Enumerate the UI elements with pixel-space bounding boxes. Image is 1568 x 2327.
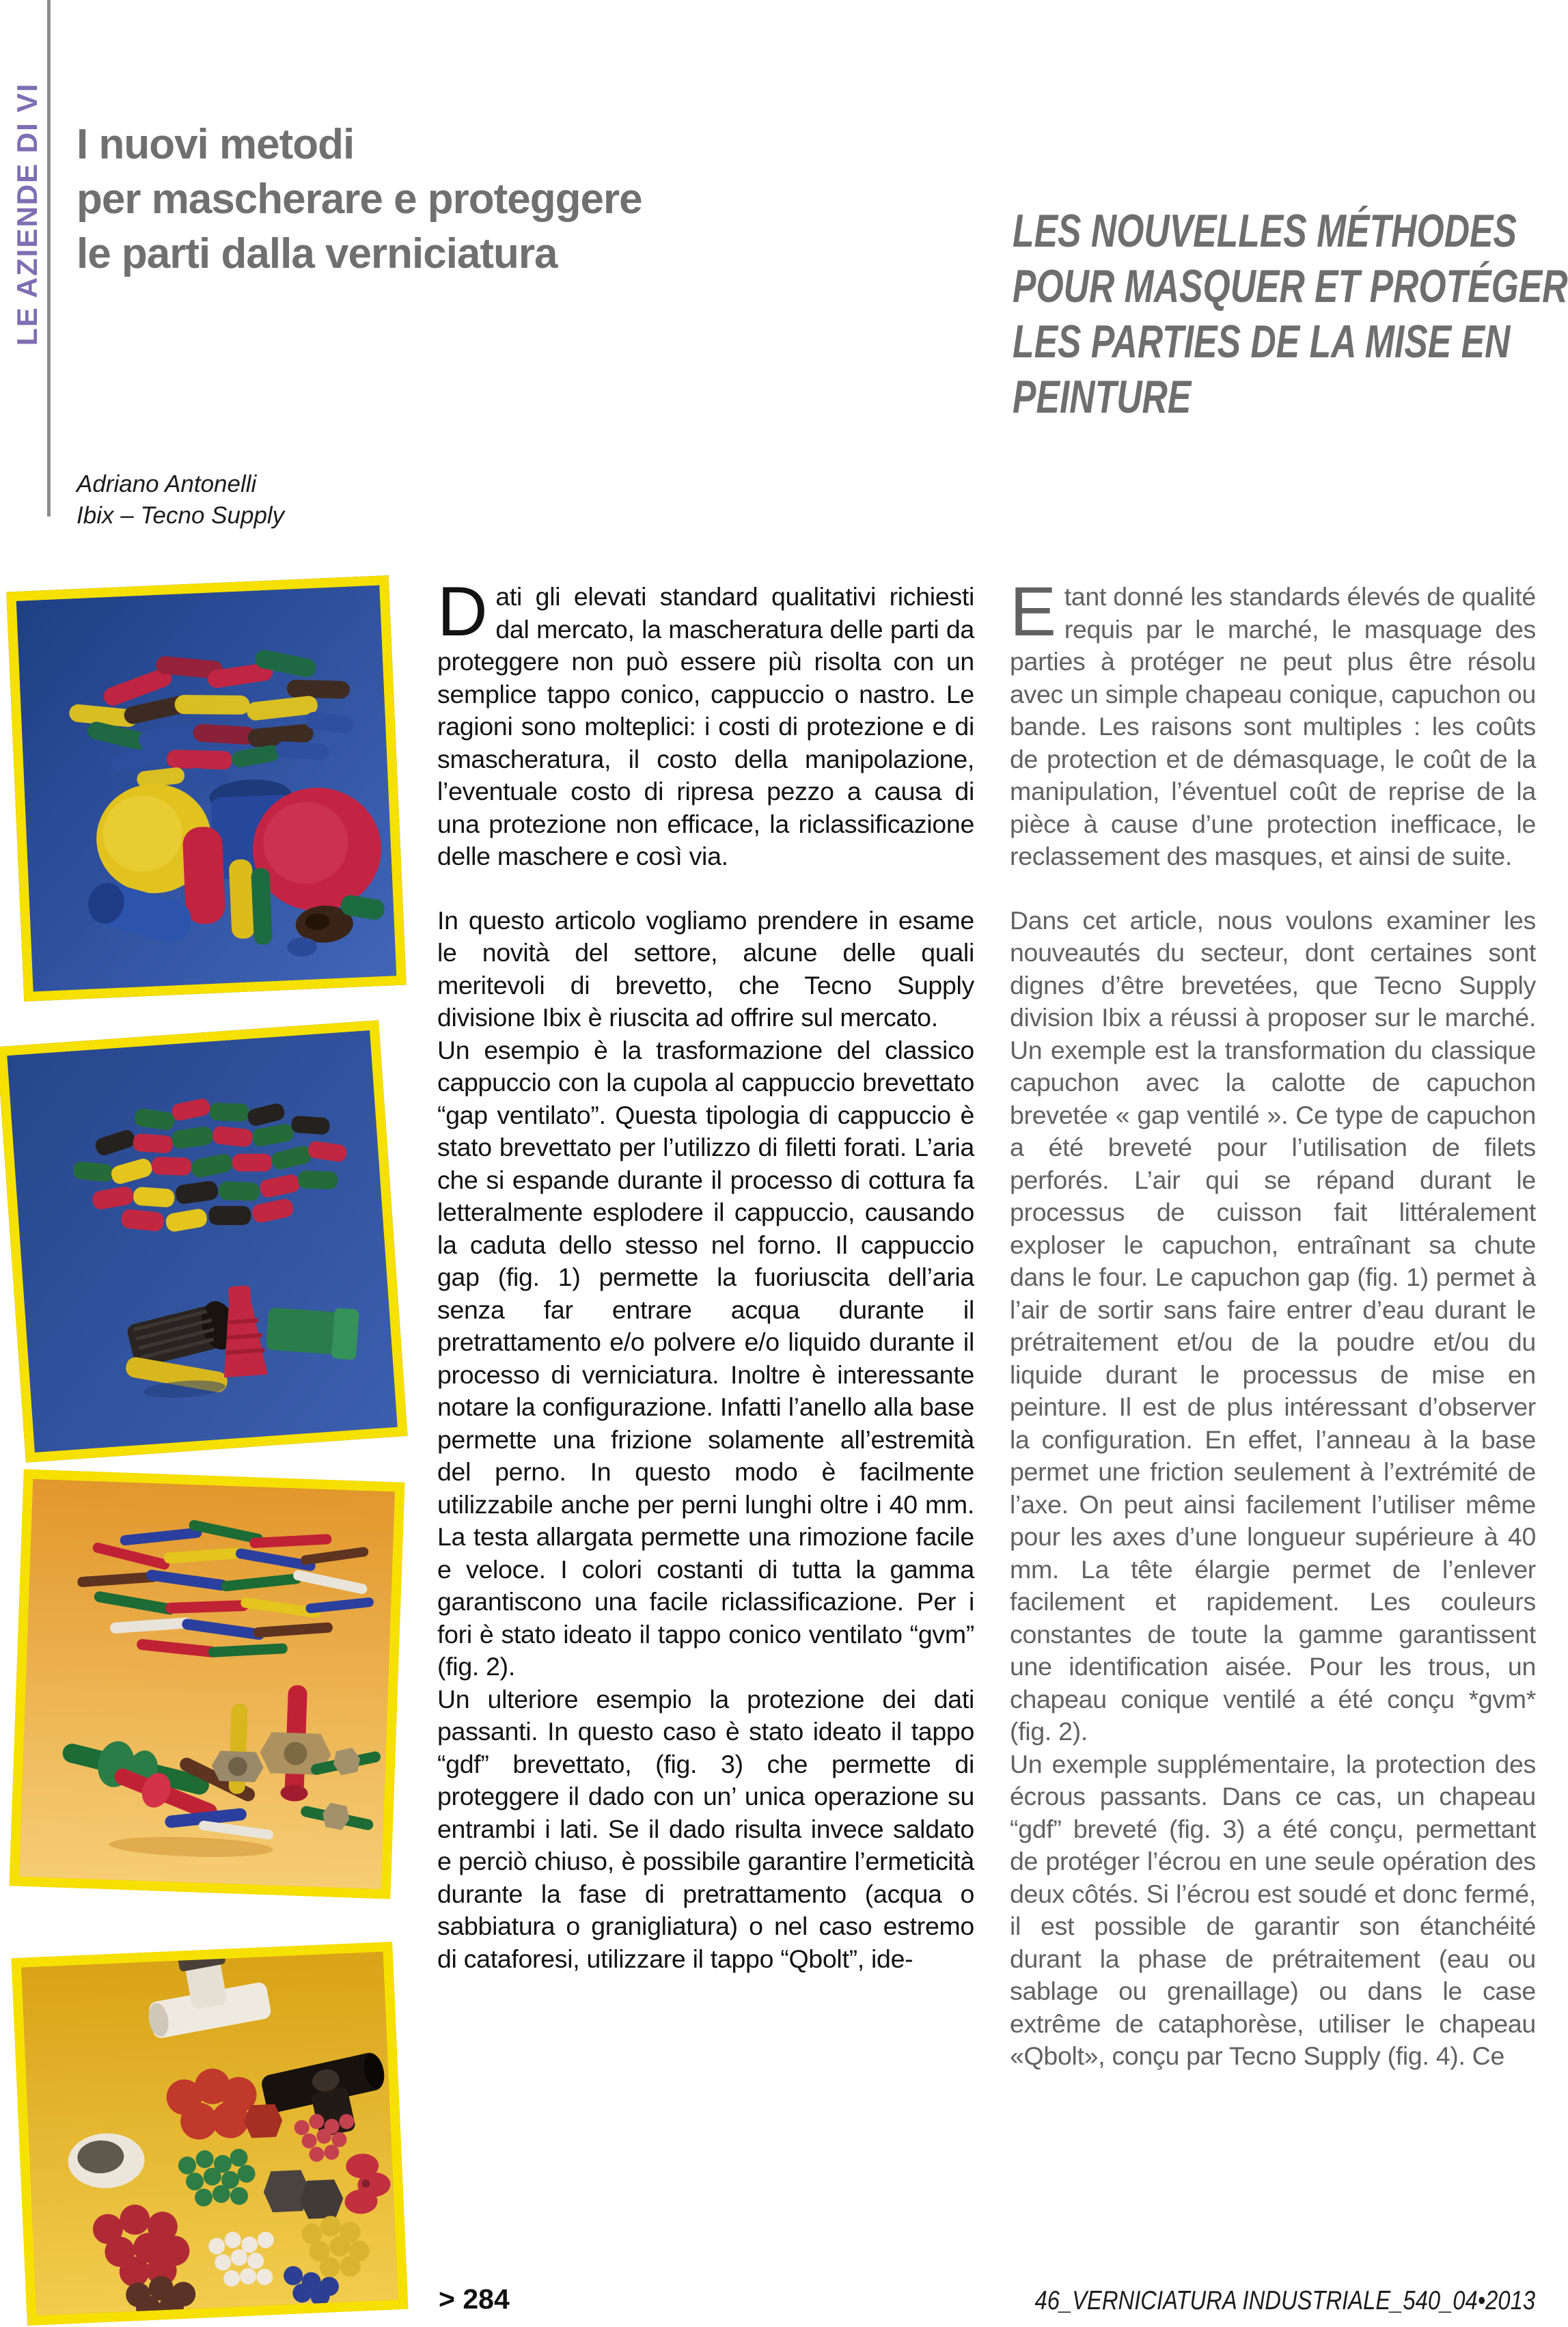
paragraph [1010,573,1536,873]
photo-hex-caps-gold [12,1942,409,2326]
article-column-french [1010,573,1536,2073]
title-line: le parti dalla verniciatura [77,230,558,277]
photo-caps-blue [6,575,407,1002]
photo-pins-orange-image [19,1479,395,1889]
author-block [77,469,284,532]
photo-pins-orange [10,1469,405,1899]
dropcap-french: E [1010,573,1056,650]
dropcap-italian: D [437,573,488,650]
paragraph: Dans cet article, nous voulons examiner les nouveautés du secteur, dont certaines sont dignes d’être brevetées, que Tecno Supply division Ibix a réussi à proposer sur le marché. Un exemple est la transformation du classique capuchon avec la calotte de capuchon brevetée « gap ventilé ». Ce type de capuchon a été breveté pour l’utilisation de filets perforés. L’air qui se répand durant le processus de cuisson fait littéralement exploser le capuchon, entraînant sa chute dans le four. Le capuchon gap (fig. 1) permet à l’air de sortir sans faire entrer d’eau durant le prétraitement et/ou de la poudre et/ou du liquide durant le processus de mise en peinture. Il est de plus intéressant d’observer la configuration. En effet, l’anneau à la base permet une friction seulement à l’extrémité de l’axe. On peut ainsi facilement l’utiliser même pour les axes d’une longueur supérieure à 40 mm. La tête élargie permet de l’enlever facilement et rapidement. Les couleurs constantes de toute la gamme garantissent une identification aisée. Pour les trous, un chapeau conique ventilé a été conçu *gvm* (fig. 2). [1010,905,1536,1746]
paragraph-gap [1010,873,1536,905]
photo-hex-caps-gold-image [21,1952,398,2316]
paragraph: Un esempio è la trasformazione del classico cappuccio con la cupola al cappuccio brevettato “gap ventilato”. Questa tipologia di cappuccio è stato brevettato per l’utilizzo di filetti forati. L’aria che si espande durante il processo di cottura fa letteralmente esplodere il cappuccio, causando la caduta dello stesso nel forno. Il cappuccio gap (fig. 1) permette la fuoriuscita dell’aria senza far entrare acqua durante il pretrattamento e/o polvere e/o liquido durante il processo di verniciatura. Inoltre è interessante notare la configurazione. Infatti l’anello alla base permette una frizione solamente all’estremità del perno. In questo modo è facilmente utilizzabile anche per perni lunghi oltre i 40 mm. La testa allargata permette una rimozione facile e veloce. I colori costanti di tutta la gamma garantiscono una facile riclassificazione. Per i fori è stato ideato il tappo conico ventilato “gvm” (fig. 2). [437,1035,974,1681]
title-line: LES NOUVELLES MÉTHODES [1013,205,1517,257]
paragraph-text: ati gli elevati standard qualitativi richiesti dal mercato, la mascheratura delle parti da proteggere non può essere più risolta con un semplice tappo conico, cappuccio o nastro. Le ragioni sono molteplici: i costi di protezione e di smascheratura, il costo della manipolazione, l’eventuale costo di ripresa pezzo a causa di una protezione non efficace, la riclassificazione delle maschere e così via. [437,582,974,870]
article-title-italian [77,118,642,281]
paragraph: Un ulteriore esempio la protezione dei dati passanti. In questo caso è stato ideato il tappo “gdf” brevettato, (fig. 3) che permette di proteggere il dado con un’ unica operazione su entrambi i lati. Se il dado risulta invece saldato e perciò chiuso, è possibile garantire l’ermeticità durante la fase di pretrattamento (acqua o sabbiatura o granigliatura) o nel caso estremo di cataforesi, utilizzare il tappo “Qbolt”, ide- [437,1684,974,1973]
title-line: I nuovi metodi [77,121,355,168]
title-line: LES PARTIES DE LA MISE EN [1013,316,1511,368]
paragraph: Un exemple supplémentaire, la protection des écrous passants. Dans ce cas, un chapeau “gdf” breveté (fig. 3) a été conçu, permettant de protéger l’écrou en une seule opération des deux côtés. Si l’écrou est soudé et donc fermé, il est possible de garantir son étanchéité durant la phase de prétraitement (eau ou sablage ou grenaillage) ou dans le case extrême de cataphorèse, utiliser le chapeau «Qbolt», conçu par Tecno Supply (fig. 4). Ce [1010,1749,1536,2070]
author-affiliation: Ibix – Tecno Supply [77,502,285,529]
photo-threaded-plugs-blue [0,1020,408,1463]
title-line: per mascherare e proteggere [77,176,642,223]
section-vertical-label: LE AZIENDE DI VI [11,82,43,346]
page-number: > 284 [439,2283,510,2315]
article-title-french [1013,204,1568,425]
vertical-divider [47,0,51,517]
paragraph: In questo articolo vogliamo prendere in esame le novità del settore, alcune delle quali meritevoli di brevetto, che Tecno Supply divisione Ibix è riuscita ad offrire sul mercato. [437,905,974,1032]
photo-threaded-plugs-image [7,1030,397,1452]
title-line: PEINTURE [1013,371,1192,423]
journal-reference: 46_VERNICIATURA INDUSTRIALE_540_04•2013 [1034,2286,1535,2315]
article-column-italian [437,573,974,1975]
author-name: Adriano Antonelli [77,471,257,497]
paragraph-gap [437,873,974,905]
paragraph [437,573,974,873]
title-line: POUR MASQUER ET PROTÉGER [1013,260,1568,312]
photo-caps-blue-image [16,586,396,992]
paragraph-text: tant donné les standards élevés de qualité requis par le marché, le masquage des parties à protéger ne peut plus être résolu avec un simple chapeau conique, capuchon ou bande. Les raisons sont multiples : les coûts de protection et de démasquage, le coût de la manipulation, l’éventuel coût de reprise de la pièce à cause d’une protection inefficace, le reclassement des masques, et ainsi de suite. [1010,582,1536,870]
